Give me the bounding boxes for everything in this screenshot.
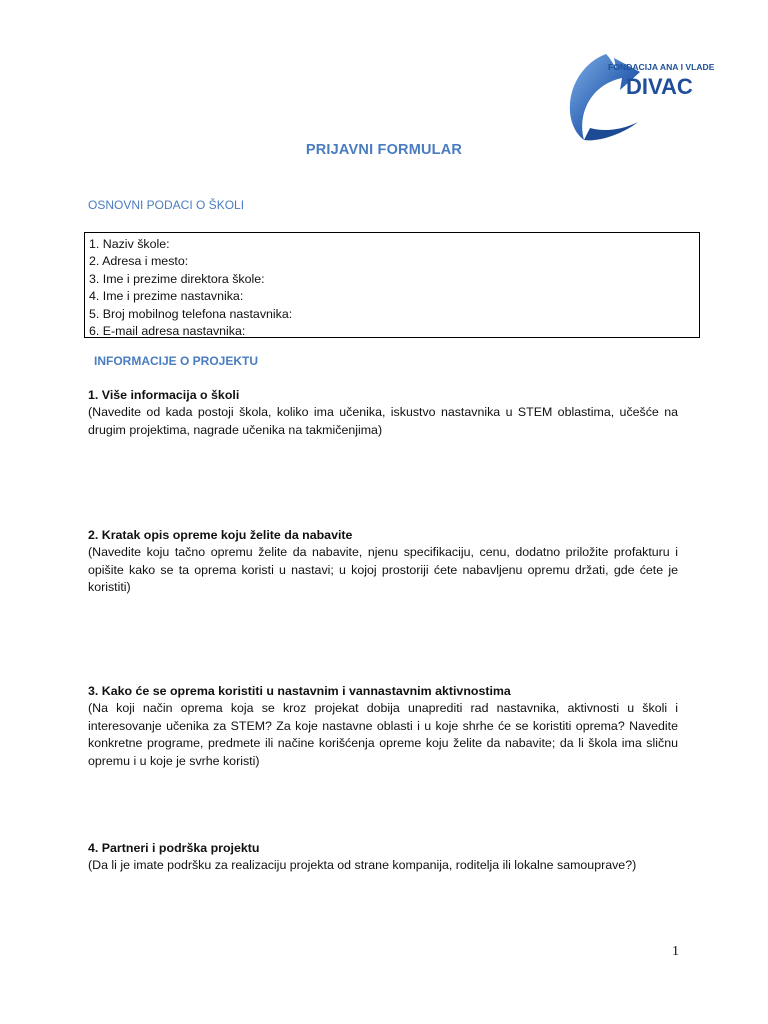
section-heading-project-info: INFORMACIJE O PROJEKTU [94,354,259,368]
question-description: (Na koji način oprema koja se kroz projekat dobija unaprediti rad nastavnika, aktivnosti u školi i interesovanje učenika za STEM? Za koje nastavne oblasti i u koje shrhe će se koristiti oprema? Navedite konkretne programe, predmete ili načine korišćenja opreme koju želite da nabavite; da li škola ima sličnu opremu i u koje je svrhe koristi) [88,701,678,768]
school-field-address: 2. Adresa i mesto: [89,254,189,269]
section-heading-school-info: OSNOVNI PODACI O ŠKOLI [88,198,245,212]
question-description: (Da li je imate podršku za realizaciju projekta od strane kompanija, roditelja ili lokalne samouprave?) [88,858,637,873]
school-field-director: 3. Ime i prezime direktora škole: [89,271,265,286]
question-block-3 [88,683,678,770]
foundation-logo [566,50,716,142]
question-heading: 1. Više informacija o školi [88,388,240,402]
question-heading: 4. Partneri i podrška projektu [88,841,260,855]
divac-logo-icon [566,50,716,142]
page-title: PRIJAVNI FORMULAR [305,142,463,158]
question-block-2 [88,527,678,597]
school-field-email: 6. E-mail adresa nastavnika: [89,324,246,339]
question-block-4 [88,840,678,875]
school-info-box [84,232,700,338]
page-number: 1 [672,944,679,959]
logo-line1: FONDACIJA ANA I VLADE [608,62,715,72]
question-block-1 [88,387,678,439]
question-description: (Navedite od kada postoji škola, koliko ima učenika, iskustvo nastavnika u STEM oblastima, učešće na drugim projektima, nagrade učenika na takmičenjima) [88,405,678,437]
school-field-name: 1. Naziv škole: [89,237,170,251]
question-heading: 3. Kako će se oprema koristiti u nastavnim i vannastavnim aktivnostima [88,684,511,698]
school-field-teacher: 4. Ime i prezime nastavnika: [89,289,244,304]
question-description: (Navedite koju tačno opremu želite da nabavite, njenu specifikaciju, cenu, dodatno priložite profakturu i opišite kako se ta oprema koristi u nastavi; u kojoj prostoriji ćete nabavljenu opremu držati, gde ćete je koristiti) [88,545,678,595]
question-heading: 2. Kratak opis opreme koju želite da nabavite [88,528,353,542]
school-field-phone: 5. Broj mobilnog telefona nastavnika: [89,306,293,321]
logo-line2: DIVAC [626,74,693,99]
